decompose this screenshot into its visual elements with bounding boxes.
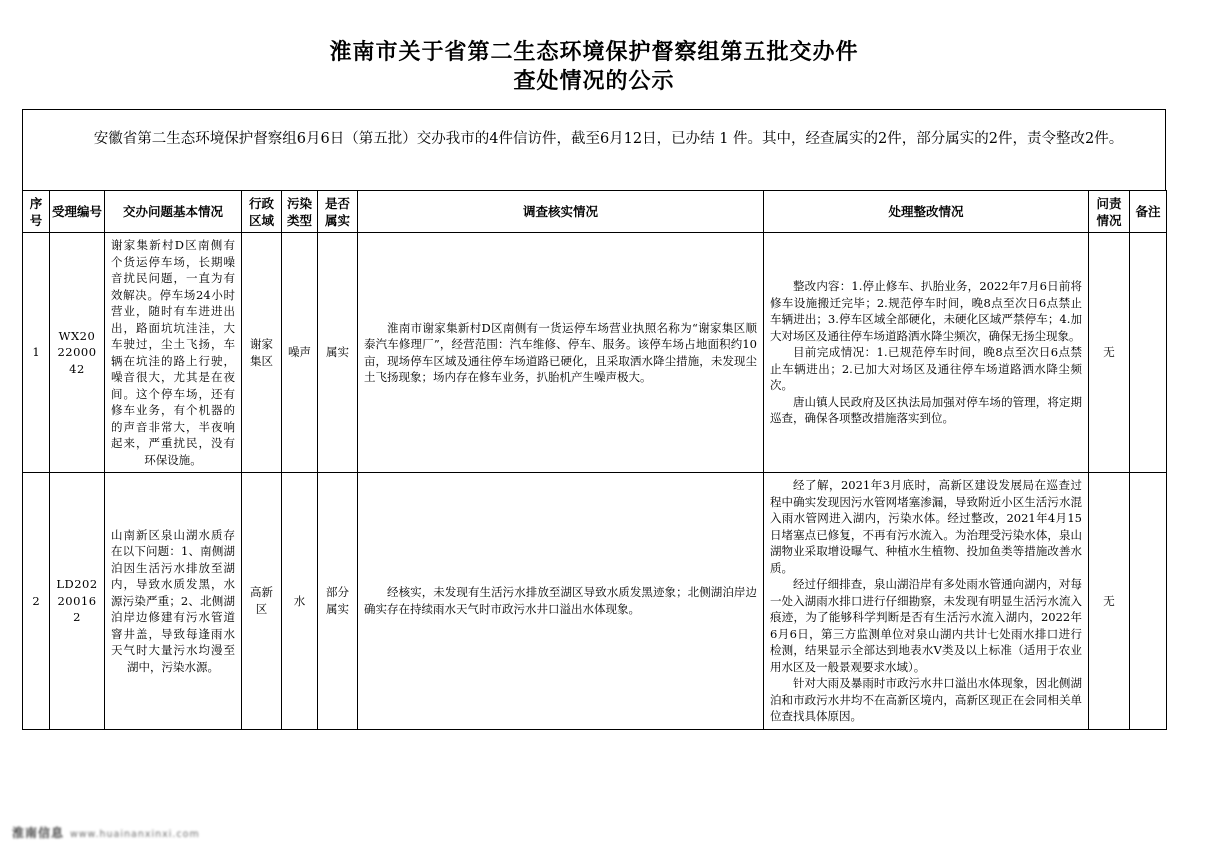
cell-seq: 1 <box>23 233 50 473</box>
intro-paragraph: 安徽省第二生态环境保护督察组6月6日（第五批）交办我市的4件信访件，截至6月12日，已办结 1 件。其中，经查属实的2件，部分属实的2件，责令整改2件。 <box>93 131 1124 147</box>
header-remark: 备注 <box>1130 191 1167 233</box>
header-investigation: 调查核实情况 <box>358 191 764 233</box>
cell-investigation <box>358 233 764 473</box>
cell-investigation <box>358 473 764 730</box>
table-row <box>23 473 1167 730</box>
table-header-row <box>23 191 1167 233</box>
cell-district: 高新区 <box>242 473 282 730</box>
watermark-url: www.huainanxinxi.com <box>70 829 200 840</box>
document-page <box>22 0 1166 730</box>
header-case-no: 受理编号 <box>50 191 105 233</box>
cell-district: 谢家集区 <box>242 233 282 473</box>
cell-handling <box>764 233 1089 473</box>
handling-paragraph: 针对大雨及暴雨时市政污水井口溢出水体现象，因北侧湖泊和市政污水井均不在高新区境内，高新区现正在会同相关单位查找具体原因。 <box>770 676 1082 723</box>
investigation-paragraph: 淮南市谢家集新村D区南侧有一货运停车场营业执照名称为“谢家集区顺泰汽车修理厂”，经营范围：汽车维修、停车、服务。该停车场占地面积约10亩，现场停车区域及通往停车场道路已硬化，且采取洒水降尘措施，未发现尘土飞扬现象；场内存在修车业务，扒胎机产生噪声极大。 <box>364 320 757 384</box>
cell-remark <box>1130 233 1167 473</box>
cell-problem: 谢家集新村D区南侧有个货运停车场，长期噪音扰民问题，一直为有效解决。停车场24小时营业，随时有车进进出出，路面坑坑洼洼，大车驶过，尘土飞扬，车辆在坑洼的路上行驶，噪音很大，尤其是在夜间。这个停车场，还有修车业务，有个机器的的声音非常大，半夜响起来，严重扰民，没有环保设施。 <box>105 233 242 473</box>
investigation-paragraph: 经核实，未发现有生活污水排放至湖区导致水质发黑迹象；北侧湖泊岸边确实存在持续雨水天气时市政污水井口溢出水体现象。 <box>364 585 757 616</box>
document-title <box>22 38 1166 96</box>
cell-accountability: 无 <box>1089 233 1130 473</box>
header-verified: 是否属实 <box>318 191 358 233</box>
site-watermark <box>12 824 200 841</box>
cell-accountability: 无 <box>1089 473 1130 730</box>
handling-paragraph: 经了解，2021年3月底时，高新区建设发展局在巡查过程中确实发现因污水管网堵塞渗漏，导致附近小区生活污水混入雨水管网进入湖内，污染水体。经过整改，2021年4月15日堵塞点已修复，不再有污水流入。为治理受污染水体，泉山湖物业采取增设曝气、种植水生植物、投加鱼类等措施改善水质。 <box>770 478 1082 575</box>
header-problem: 交办问题基本情况 <box>105 191 242 233</box>
document-title-line2: 查处情况的公示 <box>513 68 675 94</box>
cell-case-no: WX202200042 <box>50 233 105 473</box>
handling-paragraph: 整改内容：1.停止修车、扒胎业务，2022年7月6日前将修车设施搬迁完毕；2.规范停车时间，晚8点至次日6点禁止车辆进出；3.停车区域全部硬化，未硬化区域严禁停车；4.加大对场区及通往停车场道路洒水降尘频次，确保无扬尘现象。 <box>770 279 1082 343</box>
cell-problem: 山南新区泉山湖水质存在以下问题：1、南侧湖泊因生活污水排放至湖内，导致水质发黑，水源污染严重；2、北侧湖泊岸边修建有污水管道窨井盖，导致每逢雨水天气时大量污水均漫至湖中，污染水源。 <box>105 473 242 730</box>
cell-seq: 2 <box>23 473 50 730</box>
cell-pollution-type: 噪声 <box>282 233 318 473</box>
intro-box <box>22 109 1166 190</box>
watermark-logo: 淮南信息 <box>12 826 65 840</box>
document-title-line1: 淮南市关于省第二生态环境保护督察组第五批交办件 <box>329 39 859 65</box>
header-accountability: 问责情况 <box>1089 191 1130 233</box>
cell-remark <box>1130 473 1167 730</box>
header-pollution-type: 污染类型 <box>282 191 318 233</box>
handling-paragraph: 经过仔细排查，泉山湖沿岸有多处雨水管通向湖内，对每一处入湖雨水排口进行仔细勘察，未发现有明显生活污水流入痕迹，为了能够科学判断是否有生活污水流入湖内，2022年6月6日，第三方监测单位对泉山湖内共计七处雨水排口进行检测，结果显示全部达到地表水Ⅴ类及以上标准（适用于农业用水区及一般景观要求水域）。 <box>770 577 1082 674</box>
cell-verified: 属实 <box>318 233 358 473</box>
cell-case-no: LD202200162 <box>50 473 105 730</box>
header-district: 行政区域 <box>242 191 282 233</box>
header-handling: 处理整改情况 <box>764 191 1089 233</box>
table-row <box>23 233 1167 473</box>
cell-handling <box>764 473 1089 730</box>
header-seq: 序号 <box>23 191 50 233</box>
cell-pollution-type: 水 <box>282 473 318 730</box>
handling-paragraph: 目前完成情况：1.已规范停车时间，晚8点至次日6点禁止车辆进出；2.已加大对场区及通往停车场道路洒水降尘频次。 <box>770 345 1082 393</box>
cell-verified: 部分属实 <box>318 473 358 730</box>
cases-table <box>22 190 1167 730</box>
handling-paragraph: 唐山镇人民政府及区执法局加强对停车场的管理，将定期巡查，确保各项整改措施落实到位。 <box>770 394 1082 426</box>
